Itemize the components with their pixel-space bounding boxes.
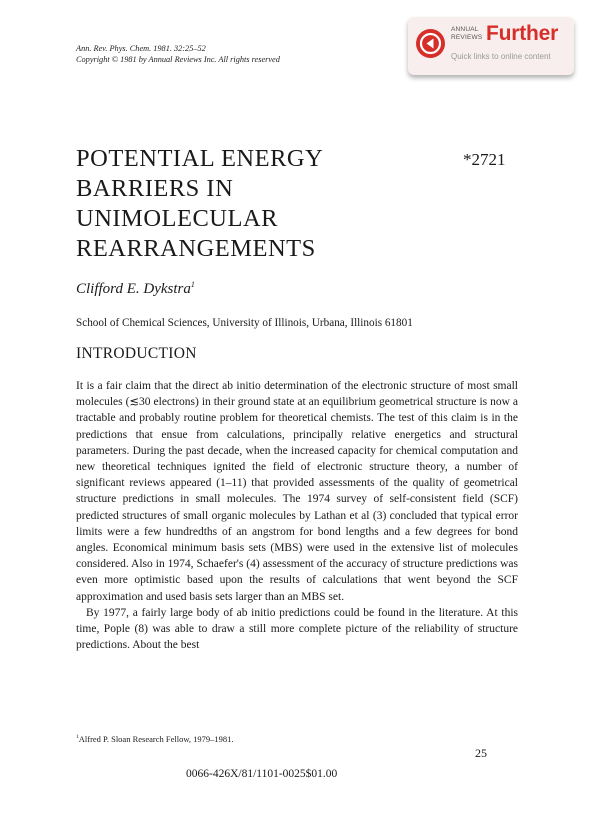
author-footnote-mark: 1 (190, 280, 195, 289)
journal-line: Ann. Rev. Phys. Chem. 1981. 32:25–52 (76, 44, 206, 53)
section-heading: INTRODUCTION (76, 345, 197, 362)
paragraph: By 1977, a fairly large body of ab initio predictions could be found in the literature. At this time, Pople (8) was able to draw a still more complete picture of the reliability of structure predictions. About the best (76, 606, 518, 652)
annual-text: ANNUAL (451, 26, 479, 33)
footnote-mark: 1 (76, 734, 79, 740)
annual-reviews-logo (451, 26, 491, 42)
page-number: 25 (475, 746, 487, 760)
further-badge[interactable] (408, 17, 574, 75)
copyright-line: Copyright © 1981 by Annual Reviews Inc. All rights reserved (76, 55, 280, 64)
title-line: REARRANGEMENTS (76, 235, 316, 262)
article-title (76, 144, 396, 264)
title-line: BARRIERS IN (76, 175, 234, 202)
affiliation: School of Chemical Sciences, University of Illinois, Urbana, Illinois 61801 (76, 317, 413, 329)
title-line: UNIMOLECULAR (76, 205, 278, 232)
price-code: 0066-426X/81/1101-0025$01.00 (186, 768, 338, 780)
arrow-circle-icon (416, 29, 445, 58)
citation-header (76, 43, 280, 65)
author-line (76, 281, 195, 298)
paragraph: It is a fair claim that the direct ab initio determination of the electronic structure of most small molecules (≲30 electrons) in their ground state at an equilibrium geometrical structure is now a tractable and probably routine problem for theoretical chemists. The test of this claim is in the predictions that ensue from calculations, principally relative energetics and structural parameters. During the past decade, when the increased capacity for chemical computation and new theoretical techniques ignited the field of electronic structure theory, a number of significant reviews appeared (1–11) that provided assessments of the quality of geometrical structure predictions in small molecules. The 1974 survey of self-consistent field (SCF) predicted structures of small organic molecules by Lathan et al (3) concluded that typical error limits were a few hundredths of an angstrom for bond lengths and a few degrees for bond angles. Economical minimum basis sets (MBS) were used in the extensive list of molecules considered. Also in 1974, Schaefer's (4) assessment of the accuracy of structure predictions was even more optimistic based upon the results of calculations that went beyond the SCF approximation and used basis sets larger than an MBS set. (76, 380, 518, 603)
quick-links-label: Quick links to online content (451, 52, 551, 61)
further-label: Further (486, 22, 559, 45)
footnote-text: Alfred P. Sloan Research Fellow, 1979–1981. (78, 734, 234, 744)
author-name: Clifford E. Dykstra (76, 281, 191, 297)
footnote (76, 734, 234, 744)
body-text (76, 378, 518, 653)
reviews-text: REVIEWS (451, 34, 483, 41)
title-line: POTENTIAL ENERGY (76, 145, 324, 172)
article-code: *2721 (463, 150, 506, 169)
